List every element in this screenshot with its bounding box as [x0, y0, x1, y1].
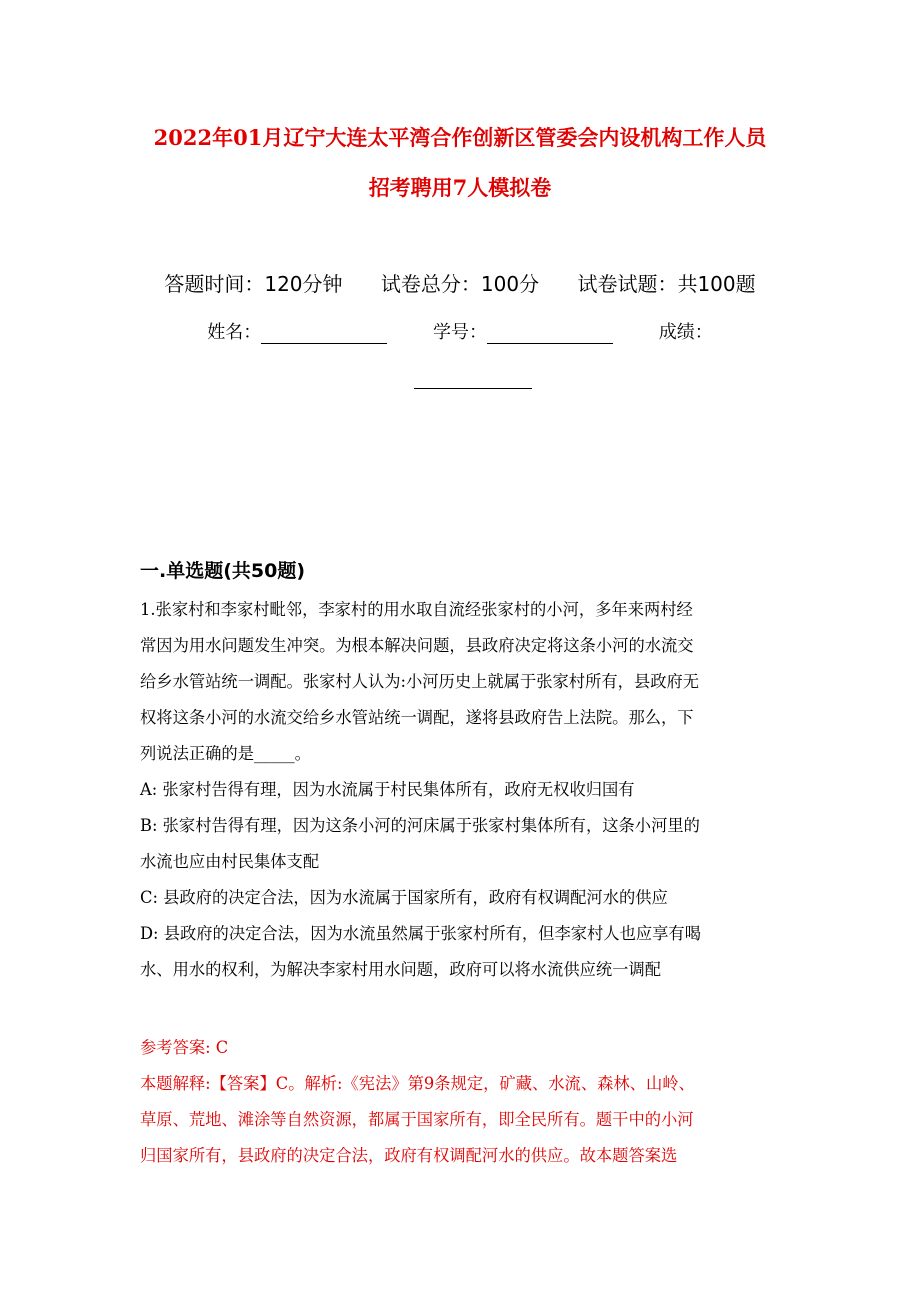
student-id-field — [433, 318, 613, 344]
name-blank — [261, 325, 387, 344]
question-1 — [140, 592, 780, 988]
question-text-line: 权将这条小河的水流交给乡水管站统一调配，遂将县政府告上法院。那么，下 — [140, 708, 694, 727]
exam-total-score: 试卷总分：100分 — [380, 272, 540, 296]
question-text-line: 常因为用水问题发生冲突。为根本解决问题，县政府决定将这条小河的水流交 — [140, 636, 694, 655]
question-text-line: 给乡水管站统一调配。张家村人认为:小河历史上就属于张家村所有，县政府无 — [140, 672, 700, 691]
option-d: D: 县政府的决定合法，因为水流虽然属于张家村所有，但李家村人也应享有喝 — [140, 924, 701, 943]
document-title-line-1: 2022年01月辽宁大连太平湾合作创新区管委会内设机构工作人员 — [153, 125, 767, 150]
name-field — [207, 318, 387, 344]
document-title-line-2: 招考聘用7人模拟卷 — [368, 175, 552, 200]
score-field — [659, 318, 713, 344]
option-a: A: 张家村告得有理，因为水流属于村民集体所有，政府无权收归国有 — [140, 780, 635, 799]
question-text-line: 1.张家村和李家村毗邻，李家村的用水取自流经张家村的小河，多年来两村经 — [140, 600, 693, 619]
student-info-fields — [0, 318, 920, 344]
exam-question-count: 试卷试题：共100题 — [577, 272, 756, 296]
question-text-line: 列说法正确的是_____。 — [140, 744, 311, 763]
explanation-line: 草原、荒地、滩涂等自然资源，都属于国家所有，即全民所有。题干中的小河 — [140, 1110, 694, 1129]
name-label: 姓名： — [207, 322, 262, 343]
explanation-line: 本题解释:【答案】C。解析:《宪法》第9条规定，矿藏、水流、森林、山岭、 — [140, 1074, 695, 1093]
explanation-line: 归国家所有，县政府的决定合法，政府有权调配河水的供应。故本题答案选 — [140, 1146, 678, 1165]
exam-meta — [0, 268, 920, 297]
answer-block — [140, 1030, 780, 1174]
reference-answer: 参考答案: C — [140, 1038, 229, 1057]
exam-time: 答题时间：120分钟 — [164, 272, 343, 296]
student-id-blank — [487, 325, 613, 344]
score-label: 成绩： — [658, 322, 713, 343]
option-c: C: 县政府的决定合法，因为水流属于国家所有，政府有权调配河水的供应 — [140, 888, 668, 907]
option-d-continued: 水、用水的权利，为解决李家村用水问题，政府可以将水流供应统一调配 — [140, 960, 662, 979]
student-id-label: 学号： — [433, 322, 487, 343]
option-b-continued: 水流也应由村民集体支配 — [140, 852, 320, 871]
option-b: B: 张家村告得有理，因为这条小河的河床属于张家村集体所有，这条小河里的 — [140, 816, 700, 835]
score-blank — [414, 388, 532, 389]
section-heading: 一.单选题(共50题) — [140, 560, 306, 582]
